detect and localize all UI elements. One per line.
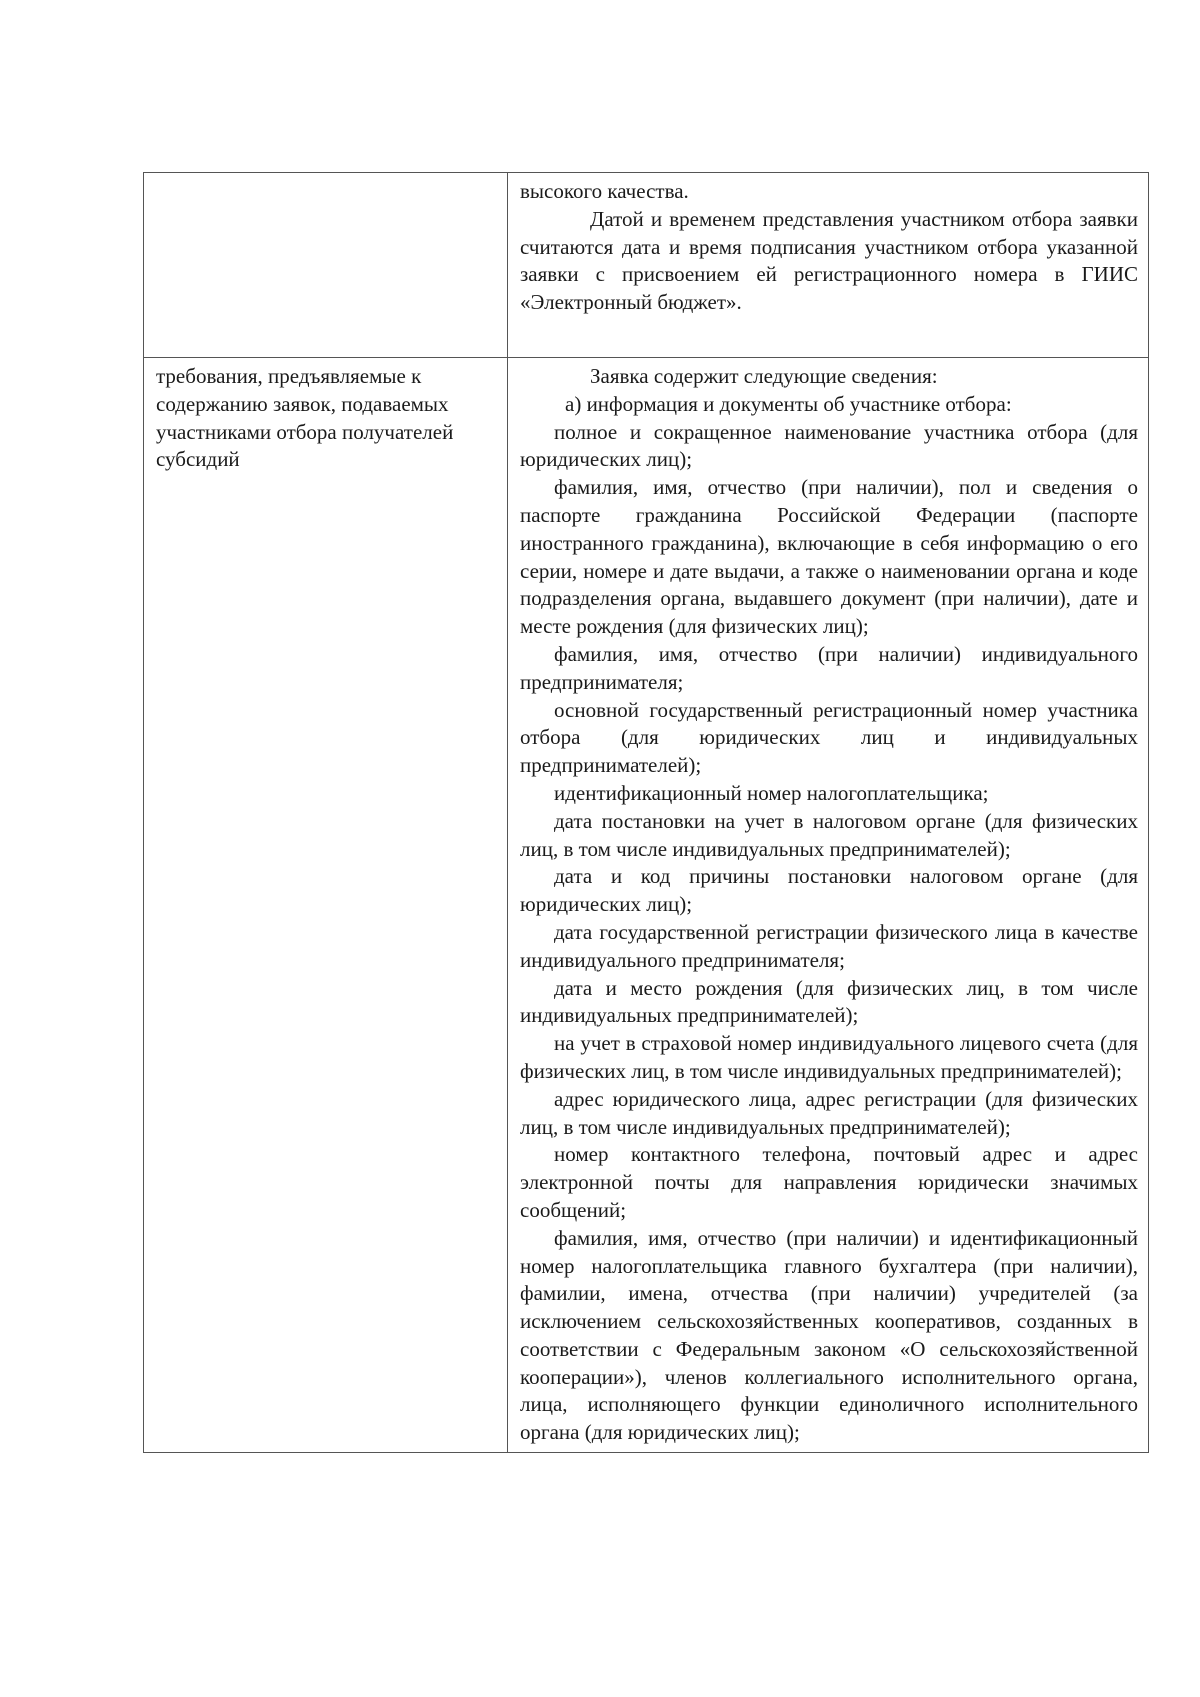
paragraph: полное и сокращенное наименование участника отбора (для юридических лиц); [520, 419, 1138, 472]
table-cell-right [508, 358, 1149, 1453]
paragraph: фамилия, имя, отчество (при наличии) и идентификационный номер налогоплательщика главного бухгалтера (при наличии), фамилии, имена, отчества (при наличии) учредителей (за исключением сельскохозяйственных кооперативов, созданных в соответствии с Федеральным законом «О сельскохозяйственной кооперации»), членов коллегиального исполнительного органа, лица, исполняющего функции единоличного исполнительного органа (для юридических лиц); [520, 1225, 1138, 1445]
paragraph: фамилия, имя, отчество (при наличии) индивидуального предпринимателя; [520, 641, 1138, 694]
table-cell-right [508, 173, 1149, 358]
paragraph: дата и место рождения (для физических лиц, в том числе индивидуальных предпринимателей); [520, 975, 1138, 1028]
paragraph: фамилия, имя, отчество (при наличии), пол и сведения о паспорте гражданина Российской Федерации (паспорте иностранного гражданина), включающие в себя информацию о его серии, номере и дате выдачи, а также о наименовании органа и коде подразделения органа, выдавшего документ (при наличии), дате и месте рождения (для физических лиц); [520, 475, 1138, 639]
paragraph: основной государственный регистрационный номер участника отбора (для юридических лиц и индивидуальных предпринимателей); [520, 697, 1138, 778]
paragraph: Датой и временем представления участником отбора заявки считаются дата и время подписания участником отбора указанной заявки с присвоением ей регистрационного номера в ГИИС «Электронный бюджет». [520, 206, 1138, 315]
table-row [144, 173, 1149, 358]
paragraph: а) информация и документы об участнике отбора: [565, 391, 1012, 416]
paragraph: дата постановки на учет в налоговом органе (для физических лиц, в том числе индивидуальных предпринимателей); [520, 808, 1138, 861]
table-row [144, 358, 1149, 1453]
paragraph: идентификационный номер налогоплательщика; [554, 780, 989, 805]
paragraph: номер контактного телефона, почтовый адрес и адрес электронной почты для направления юридически значимых сообщений; [520, 1142, 1138, 1222]
table-cell-left [144, 173, 508, 358]
paragraph: дата и код причины постановки налоговом органе (для юридических лиц); [520, 864, 1138, 917]
paragraph: дата государственной регистрации физического лица в качестве индивидуального предпринимателя; [520, 919, 1138, 972]
paragraph: на учет в страховой номер индивидуального лицевого счета (для физических лиц, в том числе индивидуальных предпринимателей); [520, 1031, 1138, 1083]
document-table [143, 172, 1149, 1453]
table-cell-left: требования, предъявляемые к содержанию заявок, подаваемых участниками отбора получателей субсидий [144, 358, 508, 1453]
paragraph: адрес юридического лица, адрес регистрации (для физических лиц, в том числе индивидуальных предпринимателей); [520, 1086, 1138, 1139]
paragraph: Заявка содержит следующие сведения: [590, 364, 938, 388]
paragraph: высокого качества. [520, 179, 689, 203]
